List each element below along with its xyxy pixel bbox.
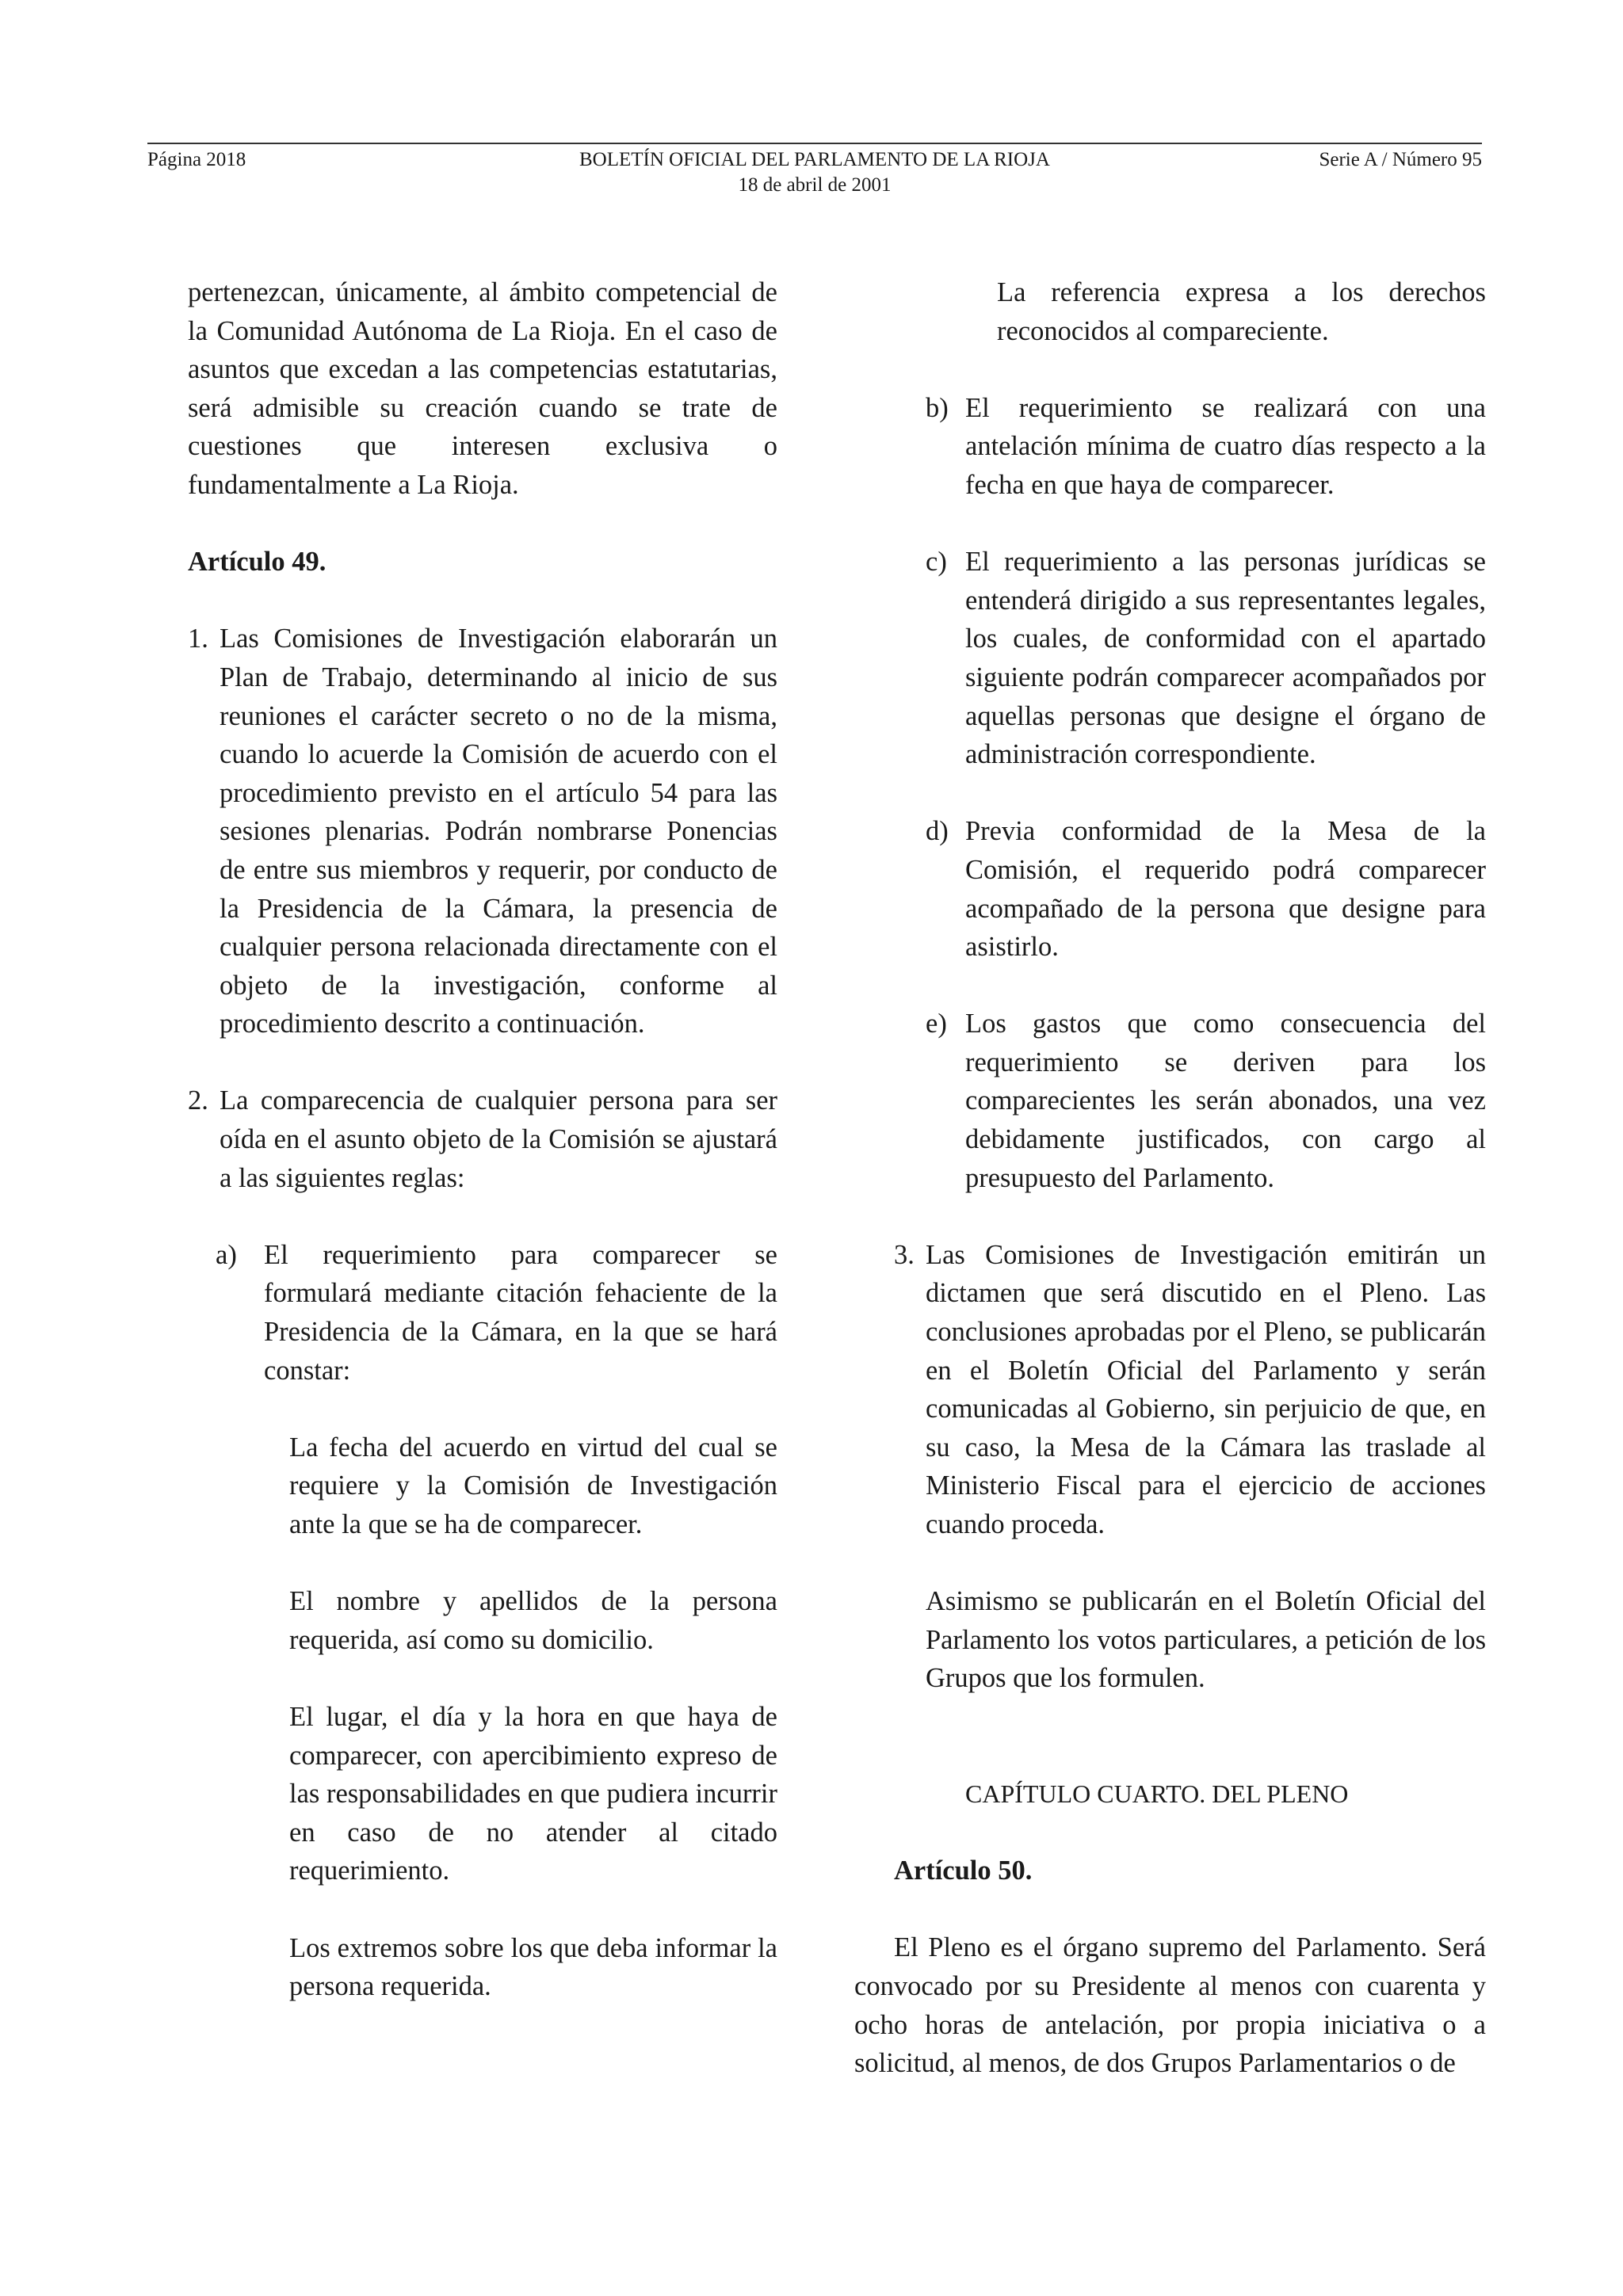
page-number: Página 2018: [147, 149, 246, 170]
item-1-text: Las Comisiones de Investigación elaborarán un Plan de Trabajo, determinando al inicio de sus reuniones el carácter secreto o no de la misma, cuando lo acuerde la Comisión de acuerdo con el procedimiento previsto en el artículo 54 para las sesiones plenarias. Podrán nombrarse Ponencias de entre sus miembros y requerir, por conducto de la Presidencia de la Cámara, la presencia de cualquier persona relacionada directamente con el objeto de la investigación, conforme al procedimiento descrito a continuación.: [220, 624, 777, 1039]
left-column: [188, 273, 777, 2044]
sub-item-place: El lugar, el día y la hora en que haya de comparecer, con apercibimiento expreso de las responsabilidades en que pudiera incurrir en caso de no atender al citado requerimiento.: [289, 1701, 777, 1886]
series-number: Serie A / Número 95: [1319, 149, 1482, 170]
item-2-text: La comparecencia de cualquier persona para ser oída en el asunto objeto de la Comisión se ajustará a las siguientes reglas:: [220, 1085, 777, 1193]
item-c: [854, 543, 1486, 774]
item-d-text: Previa conformidad de la Mesa de la Comisión, el requerido podrá comparecer acompañado de la persona que designe para asistirlo.: [965, 816, 1486, 963]
article-49-title: Artículo 49.: [188, 547, 327, 578]
bulletin-date: 18 de abril de 2001: [738, 174, 892, 196]
item-b-marker: b): [926, 392, 949, 423]
sub-item-topics: Los extremos sobre los que deba informar la persona requerida.: [289, 1932, 777, 2002]
item-3-continuation: Asimismo se publicarán en el Boletín Oficial del Parlamento los votos particulares, a petición de los Grupos que los formulen.: [926, 1586, 1486, 1694]
bulletin-header: [147, 147, 1482, 198]
right-column: [854, 273, 1486, 2121]
item-a: [188, 1236, 777, 1390]
item-e: [854, 1005, 1486, 1197]
sub-item-rights: La referencia expresa a los derechos reconocidos al compareciente.: [997, 277, 1486, 346]
item-c-marker: c): [926, 547, 947, 578]
article-50-text: El Pleno es el órgano supremo del Parlamento. Será convocado por su Presidente al menos con cuarenta y ocho horas de antelación, por propia iniciativa o a solicitud, al menos, de dos Grupos Parlamentarios o de: [854, 1932, 1486, 2079]
item-3-marker: 3.: [894, 1239, 915, 1270]
item-1-marker: 1.: [188, 624, 208, 654]
chapter-heading: CAPÍTULO CUARTO. DEL PLENO: [965, 1779, 1349, 1808]
item-3-text: Las Comisiones de Investigación emitirán un dictamen que será discutido en el Pleno. Las conclusiones aprobadas por el Pleno, se publicarán en el Boletín Oficial del Parlamento y serán comunicadas al Gobierno, sin perjuicio de que, en su caso, la Mesa de la Cámara las traslade al Ministerio Fiscal para el ejercicio de acciones cuando proceda.: [926, 1239, 1486, 1539]
sub-item-name: El nombre y apellidos de la persona requerida, así como su domicilio.: [289, 1586, 777, 1655]
item-b-text: El requerimiento se realizará con una antelación mínima de cuatro días respecto a la fecha en que haya de comparecer.: [965, 392, 1486, 500]
item-2: [188, 1081, 777, 1197]
sub-item-date: La fecha del acuerdo en virtud del cual se requiere y la Comisión de Investigación ante la que se ha de comparecer.: [289, 1432, 777, 1539]
article-50-title: Artículo 50.: [894, 1855, 1033, 1886]
item-2-marker: 2.: [188, 1085, 208, 1116]
intro-paragraph: pertenezcan, únicamente, al ámbito competencial de la Comunidad Autónoma de La Rioja. En el caso de asuntos que excedan a las competencias estatutarias, será admisible su creación cuando se trate de cuestiones que interesen exclusiva o fundamentalmente a La Rioja.: [188, 277, 777, 500]
item-e-marker: e): [926, 1009, 947, 1039]
item-e-text: Los gastos que como consecuencia del requerimiento se deriven para los comparecientes les serán abonados, una vez debidamente justificados, con cargo al presupuesto del Parlamento.: [965, 1009, 1486, 1193]
item-d: [854, 812, 1486, 966]
item-d-marker: d): [926, 816, 949, 847]
item-3: [854, 1236, 1486, 1544]
bulletin-title: BOLETÍN OFICIAL DEL PARLAMENTO DE LA RIOJA: [579, 149, 1050, 170]
header-rule: [147, 143, 1482, 144]
item-c-text: El requerimiento a las personas jurídicas se entenderá dirigido a sus representantes legales, los cuales, de conformidad con el apartado siguiente podrán comparecer acompañados por aquellas personas que designe el órgano de administración correspondiente.: [965, 547, 1486, 770]
item-a-marker: a): [216, 1239, 237, 1270]
item-a-text: El requerimiento para comparecer se formulará mediante citación fehaciente de la Presidencia de la Cámara, en la que se hará constar:: [264, 1239, 777, 1386]
item-1: [188, 620, 777, 1043]
item-b: [854, 389, 1486, 505]
